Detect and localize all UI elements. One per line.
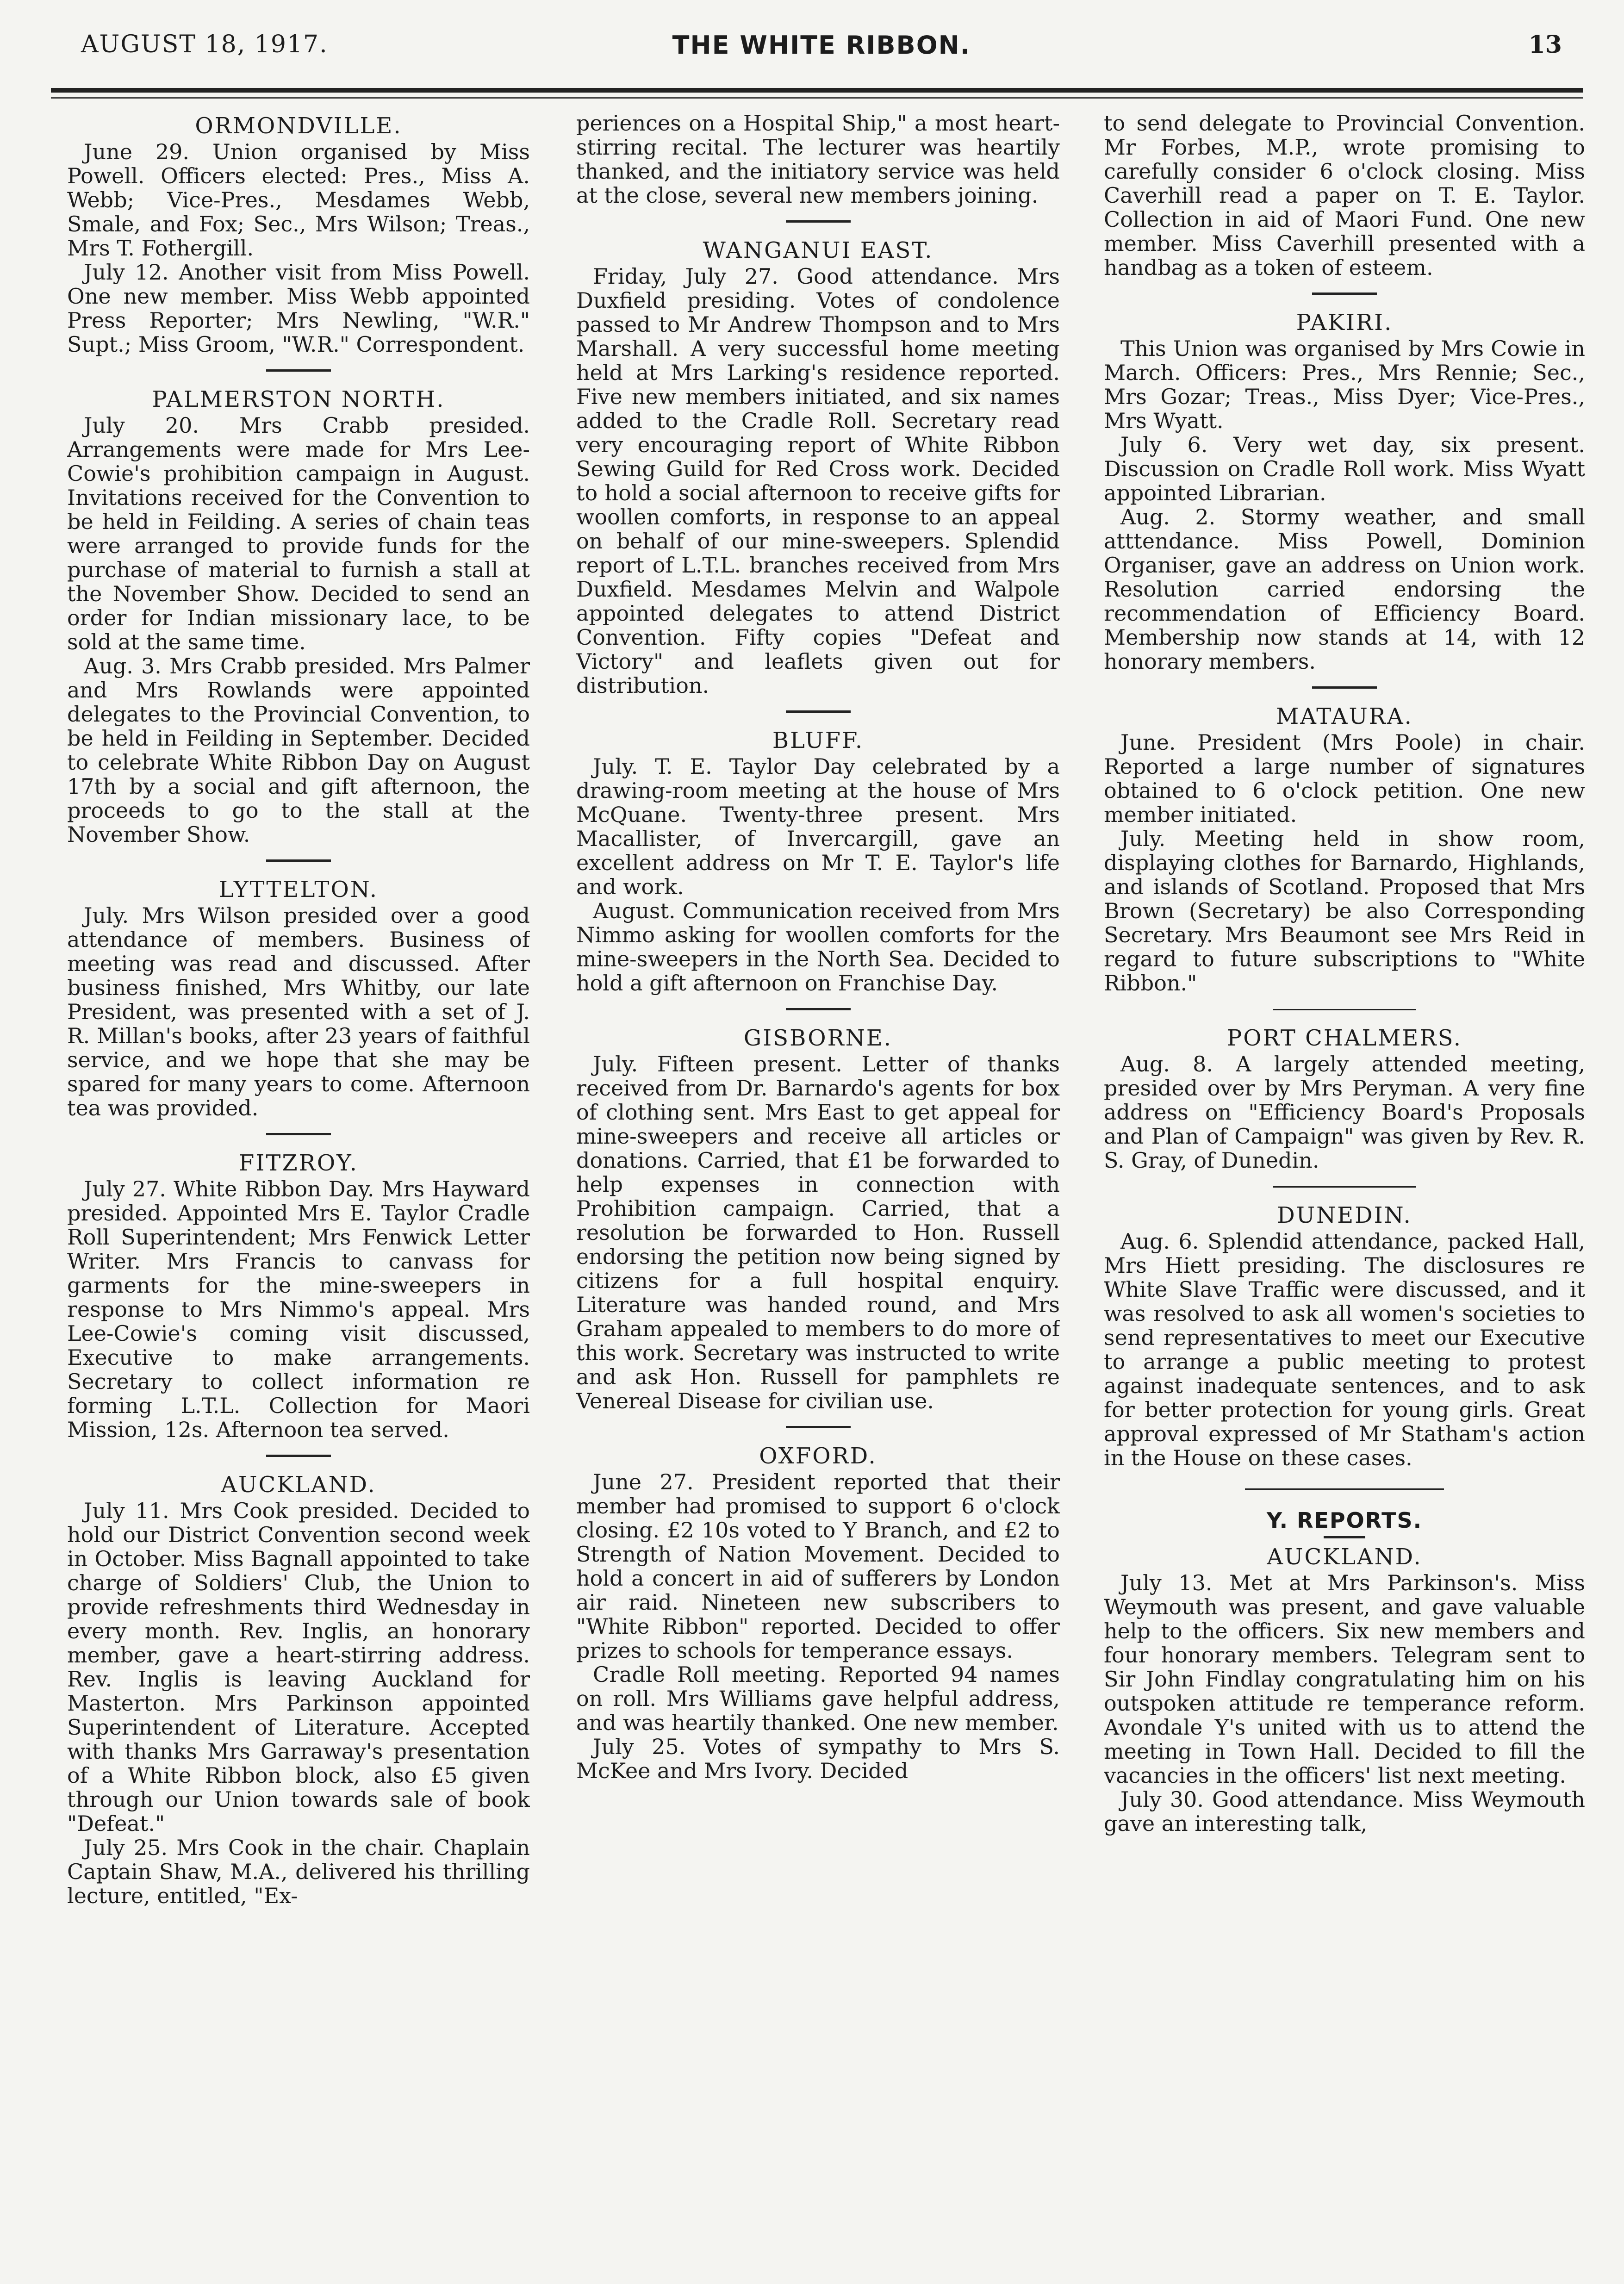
section-divider [1312, 686, 1377, 689]
section-gisborne [576, 1026, 1060, 1413]
section-heading: FITZROY. [239, 1150, 358, 1176]
section-port-chalmers [1104, 1026, 1585, 1172]
paragraph: Friday, July 27. Good attendance. Mrs Duxfield presiding. Votes of condolence passed to Mr Andrew Thompson and to Mrs Marshall. A very successful home meeting held at Mrs Larking's residence reported. Five new members initiated, and six names added to the Cradle Roll. Secretary read very encouraging report of White Ribbon Sewing Guild for Red Cross work. Decided to hold a social afternoon to receive gifts for woollen comforts, in response to an appeal on behalf of our mine-sweepers. Splendid report of L.T.L. branches received from Mrs Duxfield. Mesdames Melvin and Walpole appointed delegates to attend District Convention. Fifty copies "Defeat and Victory" and leaflets given out for distribution. [576, 264, 1060, 698]
masthead [81, 27, 1562, 68]
section-heading: PALMERSTON NORTH. [152, 386, 445, 412]
section-auckland-continued [576, 111, 1060, 207]
paragraph: July. Meeting held in show room, displaying clothes for Barnardo, Highlands, and islands of Scotland. Proposed that Mrs Brown (Secretary) be also Corresponding Secretary. Mrs Beaumont see Mrs Reid in regard to future subscriptions to "White Ribbon." [1104, 826, 1585, 996]
paragraph: July 12. Another visit from Miss Powell. One new member. Miss Webb appointed Press Reporter; Mrs Newling, "W.R." Supt.; Miss Groom, "W.R." Correspondent. [67, 260, 530, 357]
paragraph: June 29. Union organised by Miss Powell. Officers elected: Pres., Miss A. Webb; Vice-Pres., Mesdames Webb, Smale, and Fox; Sec., Mrs Wilson; Treas., Mrs T. Fothergill. [67, 139, 530, 261]
paragraph: July. Mrs Wilson presided over a good attendance of members. Business of meeting was read and discussed. After business finished, Mrs Whitby, our late President, was presented with a set of J. R. Millan's books, after 23 years of faithful service, and we hope that she may be spared for many years to come. Afternoon tea was provided. [67, 903, 530, 1120]
section-heading: MATAURA. [1276, 703, 1413, 729]
publication-title: THE WHITE RIBBON. [672, 31, 971, 60]
section-bluff [576, 728, 1060, 995]
section-y-auckland [1104, 1545, 1585, 1836]
paragraph: July 25. Votes of sympathy to Mrs S. McKee and Mrs Ivory. Decided [576, 1734, 1060, 1783]
paragraph: Aug. 2. Stormy weather, and small atttendance. Miss Powell, Dominion Organiser, gave an address on Union work. Resolution carried endorsing the recommendation of Efficiency Board. Membership now stands at 14, with 12 honorary members. [1104, 504, 1585, 674]
section-divider [266, 859, 331, 862]
section-oxford-continued [1104, 111, 1585, 280]
section-auckland [67, 1473, 530, 1908]
paragraph: July 6. Very wet day, six present. Discussion on Cradle Roll work. Miss Wyatt appointed Librarian. [1104, 432, 1585, 505]
section-heading: PAKIRI. [1296, 310, 1393, 336]
column-3 [1104, 111, 1585, 2268]
section-pakiri [1104, 311, 1585, 673]
section-heading-bold: Y. REPORTS. [1266, 1508, 1423, 1533]
paragraph: July 20. Mrs Crabb presided. Arrangements were made for Mrs Lee-Cowie's prohibition campaign in August. Invitations received for the Convention to be held in Feilding. A series of chain teas were arranged to provide funds for the purchase of material to furnish a stall at the November Show. Decided to send an order for Indian missionary lace, to be sold at the same time. [67, 413, 530, 654]
section-palmerston-north [67, 387, 530, 846]
page-number: 13 [1528, 31, 1562, 59]
paragraph: Aug. 3. Mrs Crabb presided. Mrs Palmer and Mrs Rowlands were appointed delegates to the Provincial Convention, to be held in Feilding in September. Decided to celebrate White Ribbon Day on August 17th by a social and gift afternoon, the proceeds to go to the stall at the November Show. [67, 653, 530, 847]
section-heading: AUCKLAND. [1267, 1544, 1422, 1570]
paragraph: July 30. Good attendance. Miss Weymouth gave an interesting talk, [1104, 1787, 1585, 1836]
section-heading: PORT CHALMERS. [1226, 1025, 1462, 1051]
section-wanganui-east [576, 238, 1060, 697]
section-oxford [576, 1444, 1060, 1783]
section-heading: GISBORNE. [743, 1025, 893, 1051]
issue-date: AUGUST 18, 1917. [81, 31, 328, 58]
paragraph: July 27. White Ribbon Day. Mrs Hayward presided. Appointed Mrs E. Taylor Cradle Roll Superintendent; Mrs Fenwick Letter Writer. Mrs Francis to canvass for garments for the mine-sweepers in response to Mrs Nimmo's appeal. Mrs Lee-Cowie's coming visit discussed, Executive to make arrangements. Secretary to collect information re forming L.T.L. Collection for Maori Mission, 12s. Afternoon tea served. [67, 1176, 530, 1442]
section-divider [786, 220, 851, 223]
section-heading: DUNEDIN. [1277, 1202, 1412, 1228]
section-mataura [1104, 704, 1585, 995]
section-divider [786, 1008, 851, 1010]
section-divider [786, 1426, 851, 1428]
section-ormondville [67, 114, 530, 356]
section-divider [1312, 293, 1377, 295]
section-heading: ORMONDVILLE. [195, 113, 402, 139]
section-lyttelton [67, 878, 530, 1120]
paragraph: This Union was organised by Mrs Cowie in March. Officers: Pres., Mrs Rennie; Sec., Mrs Gozar; Treas., Miss Dyer; Vice-Pres., Mrs Wyatt. [1104, 336, 1585, 433]
paragraph: July 25. Mrs Cook in the chair. Chaplain Captain Shaw, M.A., delivered his thrilling lecture, entitled, "Ex- [67, 1835, 530, 1908]
paragraph: Cradle Roll meeting. Reported 94 names on roll. Mrs Williams gave helpful address, and was heartily thanked. One new member. [576, 1662, 1060, 1735]
paragraph: July. Fifteen present. Letter of thanks received from Dr. Barnardo's agents for box of clothing sent. Mrs East to get appeal for mine-sweepers and receive all articles or donations. Carried, that £1 be forwarded to help expenses in connection with Prohibition campaign. Carried, that a resolution be forwarded to Hon. Russell endorsing the petition now being signed by citizens for a full hospital enquiry. Literature was handed round, and Mrs Graham appealed to members to do more of this work. Secretary was instructed to write and ask Hon. Russell for pamphlets re Venereal Disease for civilian use. [576, 1052, 1060, 1413]
paragraph: July. T. E. Taylor Day celebrated by a drawing-room meeting at the house of Mrs McQuane. Twenty-three present. Mrs Macallister, of Invercargill, gave an excellent address on Mr T. E. Taylor's life and work. [576, 754, 1060, 899]
section-heading: LYTTELTON. [219, 877, 378, 902]
section-heading: BLUFF. [772, 728, 864, 753]
section-dunedin [1104, 1203, 1585, 1470]
paragraph: August. Communication received from Mrs Nimmo asking for woollen comforts for the mine-sweepers in the North Sea. Decided to hold a gift afternoon on Franchise Day. [576, 898, 1060, 996]
header-rule-thick [51, 88, 1583, 93]
section-divider [266, 369, 331, 372]
paragraph: July 11. Mrs Cook presided. Decided to hold our District Convention second week in October. Miss Bagnall appointed to take charge of Soldiers' Club, the Union to provide refreshments third Wednesday in every month. Rev. Inglis, an honorary member, gave a heart-stirring address. Rev. Inglis is leaving Auckland for Masterton. Mrs Parkinson appointed Superintendent of Literature. Accepted with thanks Mrs Garraway's presentation of a White Ribbon block, also £5 given through our Union towards sale of book "Defeat." [67, 1498, 530, 1836]
paragraph: Aug. 6. Splendid attendance, packed Hall, Mrs Hiett presiding. The disclosures re White Slave Traffic were discussed, and it was resolved to ask all women's societies to send representatives to meet our Executive to arrange a public meeting to protest against inadequate sentences, and to ask for better protection for young girls. Great approval expressed of Mr Statham's action in the House on these cases. [1104, 1229, 1585, 1470]
section-heading: WANGANUI EAST. [703, 237, 933, 263]
paragraph: July 13. Met at Mrs Parkinson's. Miss Weymouth was present, and gave valuable help to the officers. Six new members and four honorary members. Telegram sent to Sir John Findlay congratulating him on his outspoken attitude re temperance reform. Avondale Y's united with us to attend the meeting in Town Hall. Decided to fill the vacancies in the officers' list next meeting. [1104, 1570, 1585, 1788]
paragraph: to send delegate to Provincial Convention. Mr Forbes, M.P., wrote promising to carefully consider 6 o'clock closing. Miss Caverhill read a paper on T. E. Taylor. Collection in aid of Maori Fund. One new member. Miss Caverhill presented with a handbag as a token of esteem. [1104, 111, 1585, 280]
section-divider [786, 710, 851, 713]
column-2 [576, 111, 1060, 2268]
paragraph: June 27. President reported that their member had promised to support 6 o'clock closing. £2 10s voted to Y Branch, and £2 to Strength of Nation Movement. Decided to hold a concert in aid of sufferers by London air raid. Nineteen new subscribers to "White Ribbon" reported. Decided to offer prizes to schools for temperance essays. [576, 1469, 1060, 1663]
section-y-reports [1104, 1508, 1585, 1532]
section-heading: OXFORD. [759, 1443, 877, 1469]
section-divider [1273, 1009, 1416, 1010]
section-divider [1245, 1488, 1444, 1490]
section-divider [266, 1133, 331, 1135]
paragraph: periences on a Hospital Ship," a most heart-stirring recital. The lecturer was heartily thanked, and the initiatory service was held at the close, several new members joining. [576, 111, 1060, 208]
section-fitzroy [67, 1151, 530, 1442]
header-rule-thin [51, 97, 1583, 99]
paragraph: Aug. 8. A largely attended meeting, presided over by Mrs Peryman. A very fine address on "Efficiency Board's Proposals and Plan of Campaign" was given by Rev. R. S. Gray, of Dunedin. [1104, 1052, 1585, 1173]
section-heading: AUCKLAND. [221, 1472, 376, 1498]
column-1 [67, 111, 530, 2268]
section-divider [1324, 1536, 1365, 1538]
paragraph: June. President (Mrs Poole) in chair. Reported a large number of signatures obtained to 6 o'clock petition. One new member initiated. [1104, 730, 1585, 827]
section-divider [1273, 1186, 1416, 1188]
section-divider [266, 1455, 331, 1457]
